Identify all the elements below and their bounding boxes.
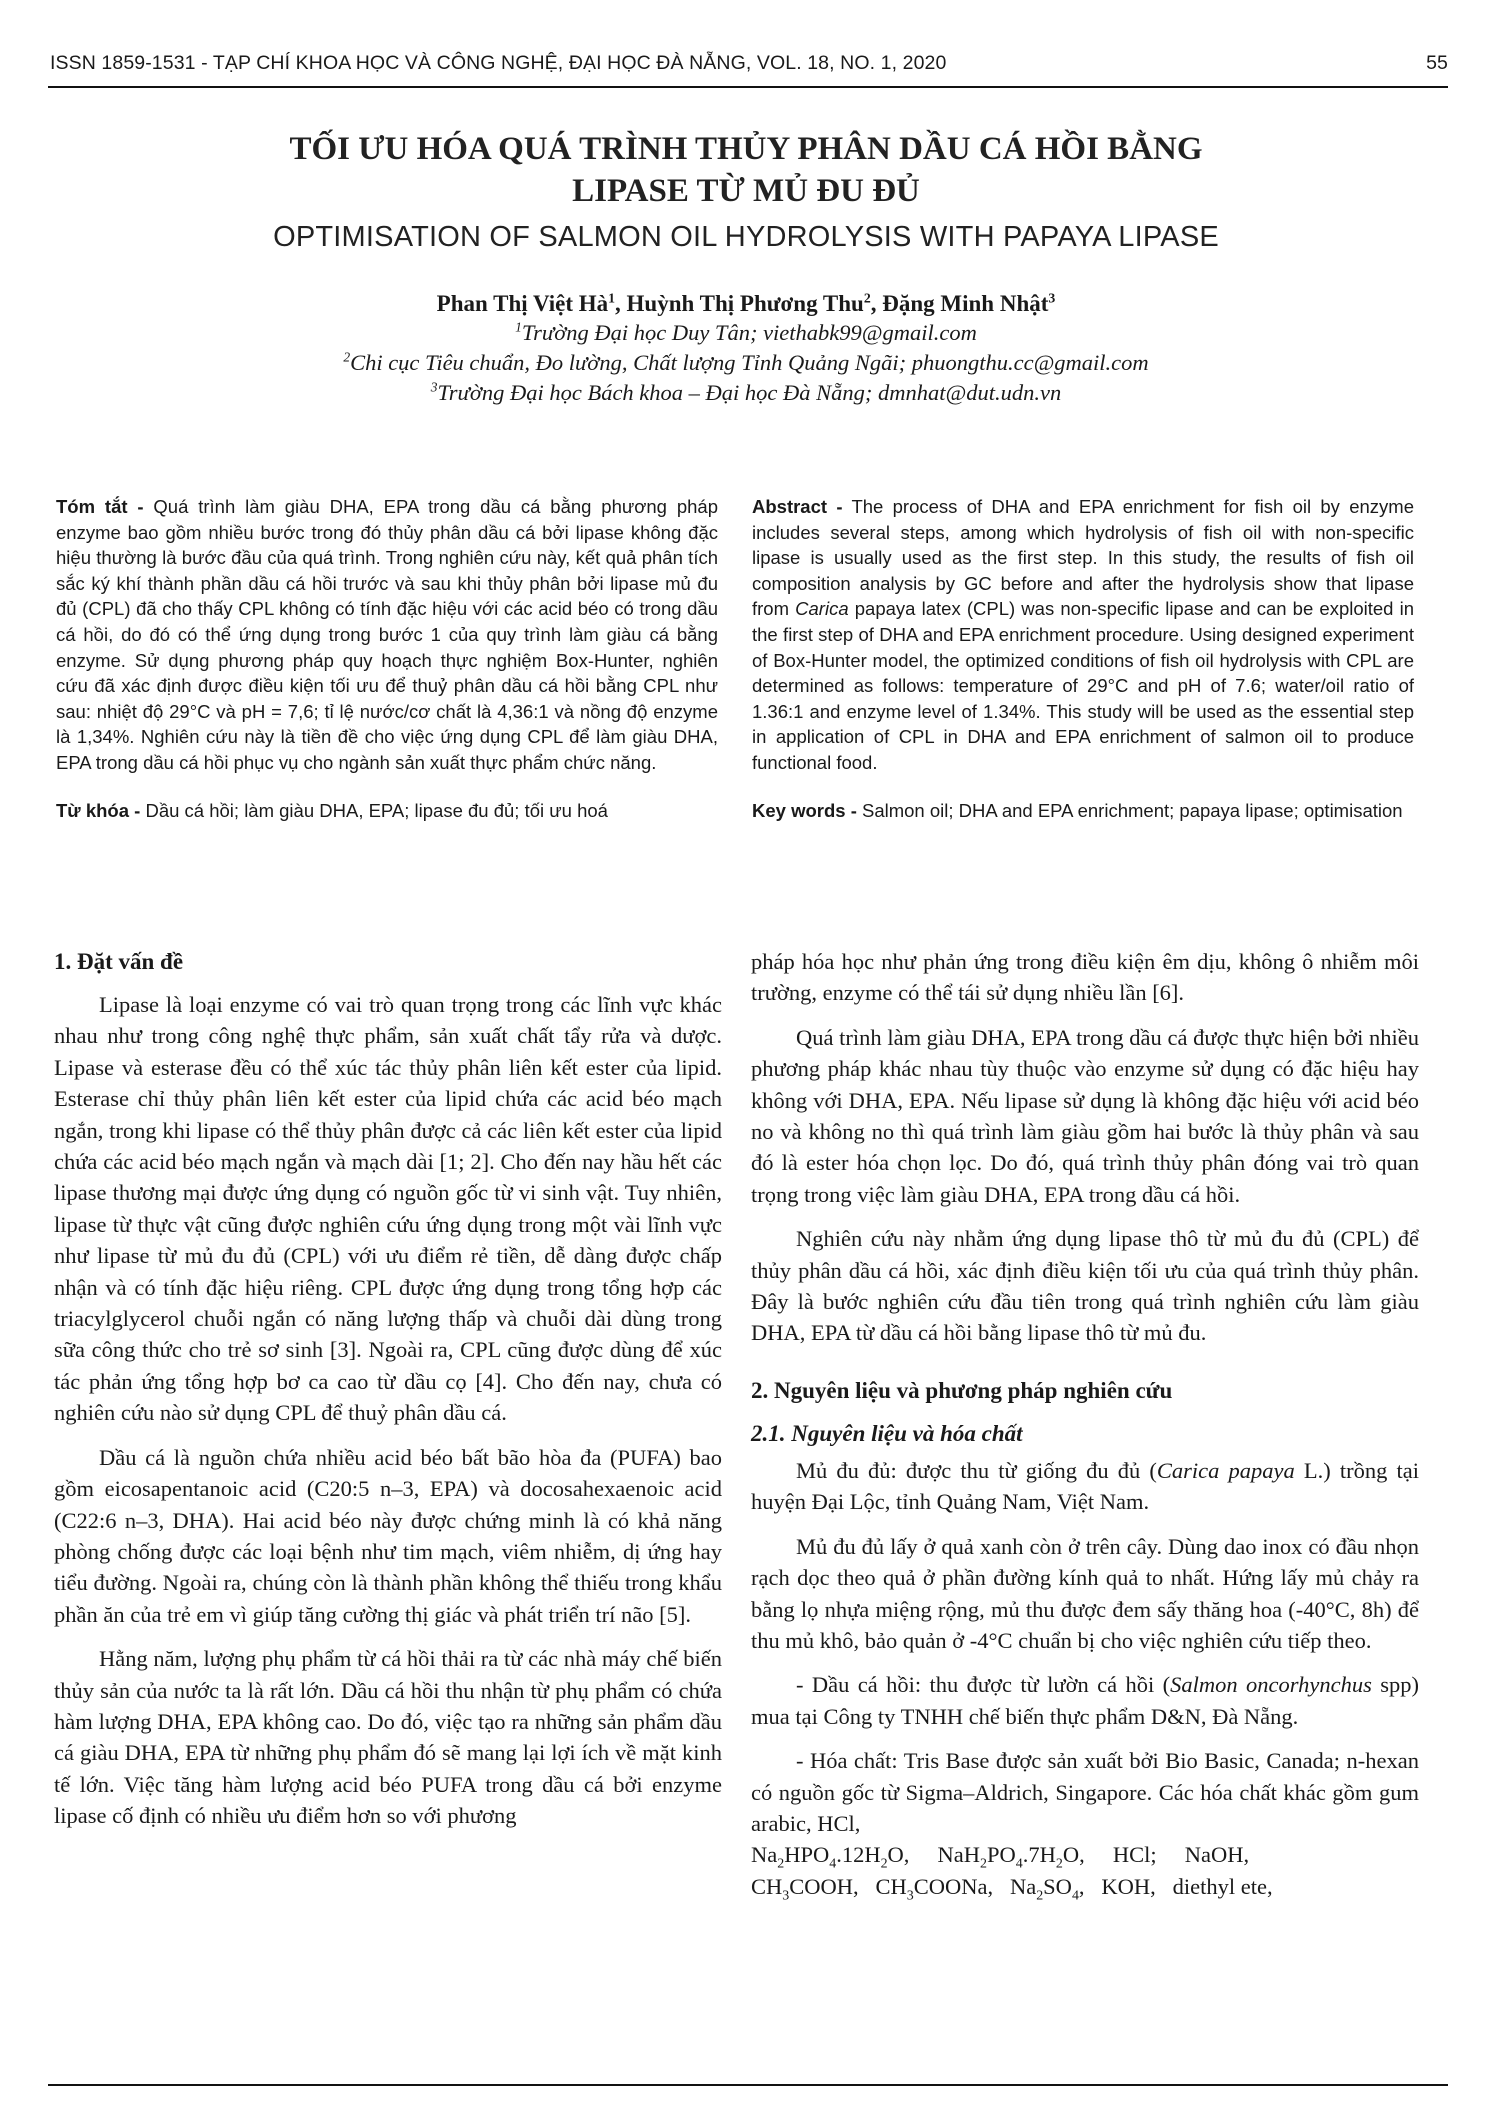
affiliation-mark: 2 bbox=[343, 349, 351, 365]
text-run: PO bbox=[987, 1842, 1016, 1868]
author-3-affil-mark: 3 bbox=[1048, 290, 1056, 306]
keywords-vn-label: Từ khóa - bbox=[56, 799, 141, 821]
subscript: 2 bbox=[980, 1856, 987, 1872]
affiliation-text: Trường Đại học Bách khoa – Đại học Đà Nẵng; dmnhat@dut.udn.vn bbox=[437, 380, 1062, 405]
abstract-vn-body bbox=[56, 494, 718, 776]
abstract-english bbox=[752, 494, 1414, 823]
affiliation-1 bbox=[0, 318, 1492, 348]
title-vn-line-2: LIPASE TỪ MỦ ĐU ĐỦ bbox=[572, 173, 920, 209]
abstract-vn-text: Quá trình làm giàu DHA, EPA trong dầu cá bằng phương pháp enzyme bao gồm nhiều bước trong đó thủy phân dầu cá bởi lipase không đặc hiệu thường là bước đầu của quá trình. Trong nghiên cứu này, kết quả phân tích sắc ký khí thành phần dầu cá hồi trước và sau khi thủy phân bởi lipase mủ đu đủ (CPL) đã cho thấy CPL không có tính đặc hiệu với các acid béo có trong dầu cá hồi, do đó có thể ứng dụng trong bước 1 của quy trình làm giàu cá bằng enzyme. Sử dụng phương pháp quy hoạch thực nghiệm Box-Hunter, nghiên cứu đã xác định được điều kiện tối ưu để thuỷ phân dầu cá hồi bằng CPL như sau: nhiệt độ 29°C và pH = 7,6; tỉ lệ nước/cơ chất là 4,36:1 và nồng độ enzyme là 1,34%. Nghiên cứu này là tiền đề cho việc ứng dụng CPL để làm giàu DHA, EPA trong dầu cá hồi phục vụ cho ngành sản xuất thực phẩm chức năng. bbox=[56, 496, 718, 773]
text-run: L.) trồng tại huyện Đại Lộc, tỉnh Quảng Nam, Việt Nam. bbox=[751, 1457, 1419, 1515]
header-rule bbox=[48, 86, 1448, 88]
affiliation-3 bbox=[0, 378, 1492, 408]
affiliation-2 bbox=[0, 348, 1492, 378]
section-1-paragraph-1: Lipase là loại enzyme có vai trò quan trọng trong các lĩnh vực khác nhau như trong công nghệ thực phẩm, sản xuất chất tẩy rửa và dược. Lipase và esterase đều có thể xúc tác thủy phân liên kết ester của lipid. Esterase chỉ thủy phân liên kết ester của lipid chứa các acid béo mạch ngắn, trong khi lipase có thể thủy phân được cả các liên kết ester của lipid chứa các acid béo mạch ngắn và mạch dài [1; 2]. Cho đến nay hầu hết các lipase thương mại được ứng dụng có nguồn gốc từ vi sinh vật. Tuy nhiên, lipase từ thực vật cũng được nghiên cứu ứng dụng trong một vài lĩnh vực như lipase từ mủ đu đủ (CPL) với ưu điểm rẻ tiền, dễ dàng được chấp nhận và có tính đặc hiệu riêng. CPL được ứng dụng trong tổng hợp các triacylglycerol chuỗi ngắn có năng lượng thấp và chuỗi dài dùng trong sữa công thức cho trẻ sơ sinh [3]. Ngoài ra, CPL cũng được dùng để xúc tác phản ứng tổng hợp bơ ca cao từ dầu cọ [4]. Cho đến nay, chưa có nghiên cứu nào sử dụng CPL để thuỷ phân dầu cá. bbox=[54, 992, 722, 1426]
section-1-paragraph-4: Quá trình làm giàu DHA, EPA trong dầu cá được thực hiện bởi nhiều phương pháp khác nhau tùy thuộc vào enzyme sử dụng có đặc hiệu hay không với DHA, EPA. Nếu lipase sử dụng là không đặc hiệu với acid béo no và không no thì quá trình làm giàu gồm hai bước là thủy phân và sau đó là ester hóa chọn lọc. Do đó, quá trình thủy phân đóng vai trò quan trọng trong việc làm giàu DHA, EPA trong dầu cá hồi. bbox=[751, 1024, 1419, 1207]
subscript: 3 bbox=[782, 1888, 790, 1904]
text-run: HPO bbox=[784, 1842, 830, 1868]
author-list bbox=[0, 290, 1492, 318]
text-run: SO bbox=[1043, 1873, 1072, 1899]
subscript: 2 bbox=[777, 1856, 785, 1872]
affiliation-mark: 1 bbox=[515, 319, 522, 335]
keywords-en-text: Salmon oil; DHA and EPA enrichment; papaya lipase; optimisation bbox=[856, 799, 1403, 821]
subscript: 2 bbox=[1055, 1856, 1063, 1872]
abstract-en-text-2: papaya latex (CPL) was non-specific lipase and can be exploited in the first step of DHA and EPA enrichment procedure. Using designed experiment of Box-Hunter model, the optimized conditions of fish oil hydrolysis with CPL are determined as follows: temperature of 29°C and pH of 7.6; water/oil ratio of 1.36:1 and enzyme level of 1.34%. This study will be used as the essential step in application of CPL in DHA and EPA enrichment of salmon oil to produce functional food. bbox=[752, 598, 1415, 773]
title-vn-line-1: TỐI ƯU HÓA QUÁ TRÌNH THỦY PHÂN DẦU CÁ HỒI BẰNG bbox=[289, 131, 1203, 167]
keywords-en-label: Key words - bbox=[752, 799, 857, 821]
author-separator: , bbox=[615, 291, 627, 316]
section-2-paragraph-1 bbox=[751, 1455, 1419, 1518]
section-1-paragraph-5: Nghiên cứu này nhằm ứng dụng lipase thô từ mủ đu đủ (CPL) để thủy phân dầu cá hồi, xác định điều kiện tối ưu của quá trình thủy phân. Đây là bước nghiên cứu đầu tiên trong quá trình nghiên cứu làm giàu DHA, EPA từ dầu cá hồi bằng lipase thô từ mủ đu. bbox=[751, 1226, 1419, 1346]
body-column-right bbox=[751, 946, 1419, 1915]
text-run: CH bbox=[751, 1873, 783, 1899]
section-1-paragraph-3-continued: pháp hóa học như phản ứng trong điều kiện êm dịu, không ô nhiễm môi trường, enzyme có thể tái sử dụng nhiều lần [6]. bbox=[751, 949, 1419, 1006]
species-name: Salmon oncorhynchus bbox=[1170, 1672, 1372, 1698]
keywords-en bbox=[752, 798, 1414, 824]
affiliation-text: Trường Đại học Duy Tân; viethabk99@gmail.com bbox=[521, 320, 977, 345]
section-2-paragraph-3 bbox=[751, 1669, 1419, 1732]
title-english: OPTIMISATION OF SALMON OIL HYDROLYSIS WITH PAPAYA LIPASE bbox=[273, 221, 1219, 253]
chemical-list-line-1 bbox=[751, 1842, 1250, 1872]
running-header bbox=[50, 52, 1448, 82]
author-3: Đặng Minh Nhật bbox=[882, 291, 1049, 316]
abstract-en-text-1: The process of DHA and EPA enrichment for fish oil by enzyme includes several steps, among which hydrolysis of fish oil with non-specific lipase is usually used as the first step. In this study, the results of fish oil composition analysis by GC before and after the hydrolysis show that lipase from bbox=[752, 496, 1414, 620]
subscript: 4 bbox=[1071, 1888, 1079, 1904]
section-2-heading: 2. Nguyên liệu và phương pháp nghiên cứu bbox=[751, 1377, 1173, 1403]
section-1-paragraph-3: Hằng năm, lượng phụ phẩm từ cá hồi thải ra từ các nhà máy chế biến thủy sản của nước ta là rất lớn. Dầu cá hồi thu nhận từ phụ phẩm có chứa hàm lượng DHA, EPA không cao. Do đó, việc tạo ra những sản phẩm dầu cá giàu DHA, EPA từ những phụ phẩm đó sẽ mang lại lợi ích về mặt kinh tế lớn. Việc tăng hàm lượng acid béo PUFA trong dầu cá bởi enzyme lipase cố định có nhiều ưu điểm hơn so với phương bbox=[54, 1646, 722, 1829]
author-2-affil-mark: 2 bbox=[863, 290, 871, 306]
title-block bbox=[0, 128, 1492, 408]
affiliation-text: Chi cục Tiêu chuẩn, Đo lường, Chất lượng Tỉnh Quảng Ngãi; phuongthu.cc@gmail.com bbox=[350, 350, 1149, 375]
keywords-vn-text: Dầu cá hồi; làm giàu DHA, EPA; lipase đu đủ; tối ưu hoá bbox=[140, 799, 608, 821]
section-2-paragraph-4 bbox=[751, 1745, 1419, 1902]
text-run: Mủ đu đủ: được thu từ giống đu đủ ( bbox=[796, 1457, 1157, 1483]
text-run: - Hóa chất: Tris Base được sản xuất bởi Bio Basic, Canada; n-hexan có nguồn gốc từ Sigma–Aldrich, Singapore. Các hóa chất khác gồm gum arabic, HCl, bbox=[751, 1748, 1419, 1836]
text-run: O, NaH bbox=[887, 1842, 981, 1868]
abstract-en-body bbox=[752, 494, 1414, 776]
affiliation-mark: 3 bbox=[430, 379, 438, 395]
text-run: COONa, Na bbox=[913, 1873, 1037, 1899]
body-column-left bbox=[54, 946, 722, 1845]
section-1-paragraph-2: Dầu cá là nguồn chứa nhiều acid béo bất bão hòa đa (PUFA) bao gồm eicosapentanoic acid (C20:5 n–3, EPA) và docosahexaenoic acid (C22:6 n–3, DHA). Hai acid béo này được chứng minh là có khả năng phòng chống được các loại bệnh như tim mạch, viêm nhiễm, dị ứng hay tiểu đường. Ngoài ra, chúng còn là thành phần không thể thiếu trong khẩu phần ăn của trẻ em vì giúp tăng cường thị giác và phát triển trí não [5]. bbox=[54, 1444, 722, 1627]
text-run: COOH, CH bbox=[789, 1873, 907, 1899]
title-vietnamese bbox=[0, 128, 1492, 212]
subscript: 2 bbox=[880, 1856, 888, 1872]
text-run: spp) mua tại Công ty TNHH chế biến thực phẩm D&N, Đà Nẵng. bbox=[751, 1672, 1419, 1729]
text-run: .12H bbox=[836, 1842, 881, 1868]
page-number: 55 bbox=[1426, 52, 1448, 74]
author-1: Phan Thị Việt Hà bbox=[436, 291, 609, 316]
text-run: O, HCl; NaOH, bbox=[1062, 1842, 1250, 1868]
journal-citation: ISSN 1859-1531 - TẠP CHÍ KHOA HỌC VÀ CÔNG NGHỆ, ĐẠI HỌC ĐÀ NẴNG, VOL. 18, NO. 1, 2020 bbox=[50, 52, 947, 74]
abstract-en-label: Abstract - bbox=[752, 496, 843, 517]
subsection-2-1-heading: 2.1. Nguyên liệu và hóa chất bbox=[751, 1420, 1023, 1446]
text-run: .7H bbox=[1022, 1842, 1056, 1868]
keywords-vn bbox=[56, 798, 718, 824]
subscript: 4 bbox=[1015, 1856, 1023, 1872]
subscript: 4 bbox=[829, 1856, 837, 1872]
subscript: 3 bbox=[906, 1888, 914, 1904]
text-run: , KOH, diethyl ete, bbox=[1078, 1873, 1273, 1899]
section-2-paragraph-2: Mủ đu đủ lấy ở quả xanh còn ở trên cây. Dùng dao inox có đầu nhọn rạch dọc theo quả ở phần đường kính quả to nhất. Hứng lấy mủ chảy ra bằng lọ nhựa miệng rộng, mủ thu được đem sấy thăng hoa (-40°C, 8h) để thu mủ khô, bảo quản ở -4°C chuẩn bị cho việc nghiên cứu tiếp theo. bbox=[751, 1533, 1419, 1653]
author-1-affil-mark: 1 bbox=[608, 290, 616, 306]
author-2: Huỳnh Thị Phương Thu bbox=[626, 291, 864, 316]
species-name: Carica papaya bbox=[1156, 1457, 1295, 1483]
abstract-en-italic-term: Carica bbox=[795, 598, 849, 620]
subscript: 2 bbox=[1036, 1888, 1044, 1904]
section-1-heading: 1. Đặt vấn đề bbox=[54, 949, 184, 974]
footer-rule bbox=[48, 2084, 1448, 2086]
text-run: Na bbox=[751, 1842, 778, 1868]
text-run: - Dầu cá hồi: thu được từ lườn cá hồi ( bbox=[796, 1672, 1171, 1698]
abstract-vietnamese bbox=[56, 494, 718, 823]
chemical-list-line-2 bbox=[751, 1873, 1273, 1904]
author-separator: , bbox=[870, 291, 883, 316]
abstract-vn-label: Tóm tắt - bbox=[56, 496, 144, 517]
